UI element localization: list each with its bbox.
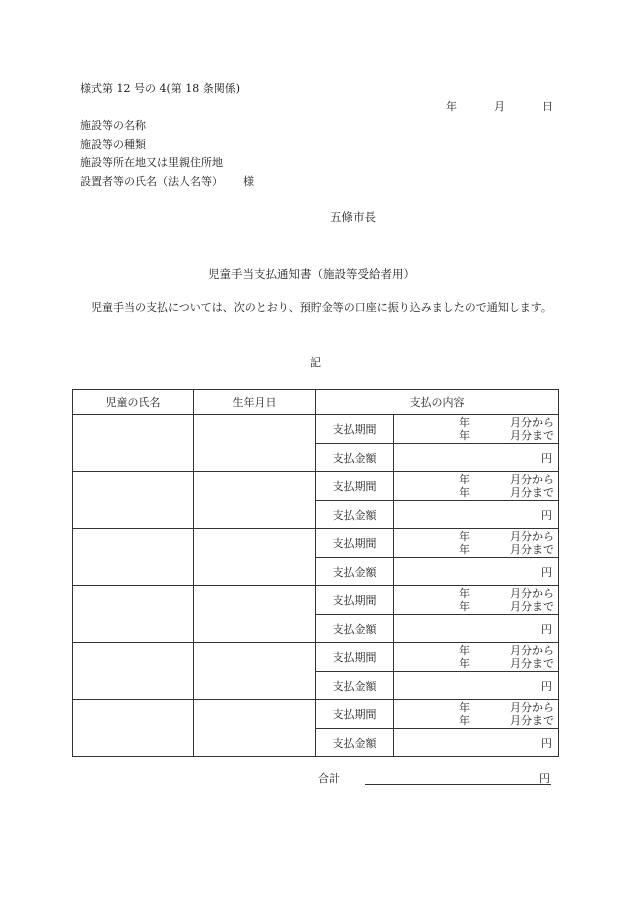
period-to-month-unit: 月分まで (510, 600, 554, 613)
period-from-month-unit: 月分から (510, 701, 554, 714)
period-to-year-unit: 年 (459, 600, 470, 613)
amount-label: 支払金額 (316, 729, 394, 757)
period-to-year-unit: 年 (459, 543, 470, 556)
birthdate-cell[interactable] (194, 643, 316, 700)
period-from-year-unit: 年 (459, 416, 470, 429)
child-name-cell[interactable] (73, 529, 194, 586)
period-cell[interactable] (394, 529, 559, 558)
amount-label: 支払金額 (316, 501, 394, 529)
facility-address-label: 施設等所在地又は里親住所地 (80, 156, 223, 169)
birthdate-cell[interactable] (194, 415, 316, 472)
table-row (73, 586, 559, 615)
period-from-year-unit: 年 (459, 473, 470, 486)
birthdate-cell[interactable] (194, 700, 316, 757)
birthdate-cell[interactable] (194, 472, 316, 529)
period-cell[interactable] (394, 415, 559, 444)
child-name-cell[interactable] (73, 586, 194, 643)
birthdate-cell[interactable] (194, 529, 316, 586)
notice-body-text: 児童手当の支払については、次のとおり、預貯金等の口座に振り込みましたので通知します。 (91, 301, 552, 314)
period-to-month-unit: 月分まで (510, 486, 554, 499)
facility-type-label: 施設等の種類 (80, 138, 146, 151)
period-label: 支払期間 (316, 586, 394, 615)
honorific: 様 (243, 175, 254, 188)
ki-heading: 記 (310, 356, 321, 369)
period-from-year-unit: 年 (459, 701, 470, 714)
date-year: 年 (446, 100, 457, 113)
amount-label: 支払金額 (316, 558, 394, 586)
document-title: 児童手当支払通知書（施設等受給者用） (208, 267, 415, 281)
total-label: 合計 (318, 772, 340, 785)
period-from-month-unit: 月分から (510, 530, 554, 543)
period-cell[interactable] (394, 586, 559, 615)
child-name-cell[interactable] (73, 643, 194, 700)
amount-cell[interactable]: 円 (394, 615, 559, 643)
total-yen: 円 (539, 772, 550, 785)
header-payment-details: 支払の内容 (316, 390, 559, 415)
header-birthdate: 生年月日 (194, 390, 316, 415)
table-row (73, 472, 559, 501)
period-to-month-unit: 月分まで (510, 657, 554, 670)
mayor-name: 五條市長 (330, 210, 376, 224)
amount-label: 支払金額 (316, 672, 394, 700)
period-label: 支払期間 (316, 700, 394, 729)
period-from-year-unit: 年 (459, 644, 470, 657)
period-label: 支払期間 (316, 643, 394, 672)
period-from-month-unit: 月分から (510, 587, 554, 600)
period-label: 支払期間 (316, 415, 394, 444)
operator-name-label (80, 175, 254, 189)
total-input-line[interactable] (365, 784, 551, 785)
date-month: 月 (494, 100, 505, 113)
amount-cell[interactable]: 円 (394, 729, 559, 757)
period-cell[interactable] (394, 472, 559, 501)
operator-name-text: 設置者等の氏名（法人名等） (80, 175, 223, 188)
period-label: 支払期間 (316, 529, 394, 558)
birthdate-cell[interactable] (194, 586, 316, 643)
amount-label: 支払金額 (316, 444, 394, 472)
table-row (73, 415, 559, 444)
period-from-month-unit: 月分から (510, 644, 554, 657)
period-to-month-unit: 月分まで (510, 714, 554, 727)
child-name-cell[interactable] (73, 472, 194, 529)
table-row (73, 529, 559, 558)
period-cell[interactable] (394, 643, 559, 672)
period-to-month-unit: 月分まで (510, 543, 554, 556)
child-name-cell[interactable] (73, 415, 194, 472)
amount-cell[interactable]: 円 (394, 558, 559, 586)
amount-label: 支払金額 (316, 615, 394, 643)
period-to-year-unit: 年 (459, 714, 470, 727)
facility-name-label: 施設等の名称 (80, 119, 146, 132)
child-name-cell[interactable] (73, 700, 194, 757)
period-from-year-unit: 年 (459, 587, 470, 600)
period-from-month-unit: 月分から (510, 473, 554, 486)
period-from-year-unit: 年 (459, 530, 470, 543)
period-to-year-unit: 年 (459, 486, 470, 499)
amount-cell[interactable]: 円 (394, 672, 559, 700)
amount-cell[interactable]: 円 (394, 501, 559, 529)
date-day: 日 (542, 100, 553, 113)
period-label: 支払期間 (316, 472, 394, 501)
period-from-month-unit: 月分から (510, 416, 554, 429)
period-to-year-unit: 年 (459, 657, 470, 670)
period-to-month-unit: 月分まで (510, 429, 554, 442)
amount-cell[interactable]: 円 (394, 444, 559, 472)
period-to-year-unit: 年 (459, 429, 470, 442)
period-cell[interactable] (394, 700, 559, 729)
header-child-name: 児童の氏名 (73, 390, 194, 415)
form-number: 様式第 12 号の 4(第 18 条関係) (80, 82, 241, 95)
payment-table (72, 389, 559, 757)
table-row (73, 643, 559, 672)
table-row (73, 700, 559, 729)
